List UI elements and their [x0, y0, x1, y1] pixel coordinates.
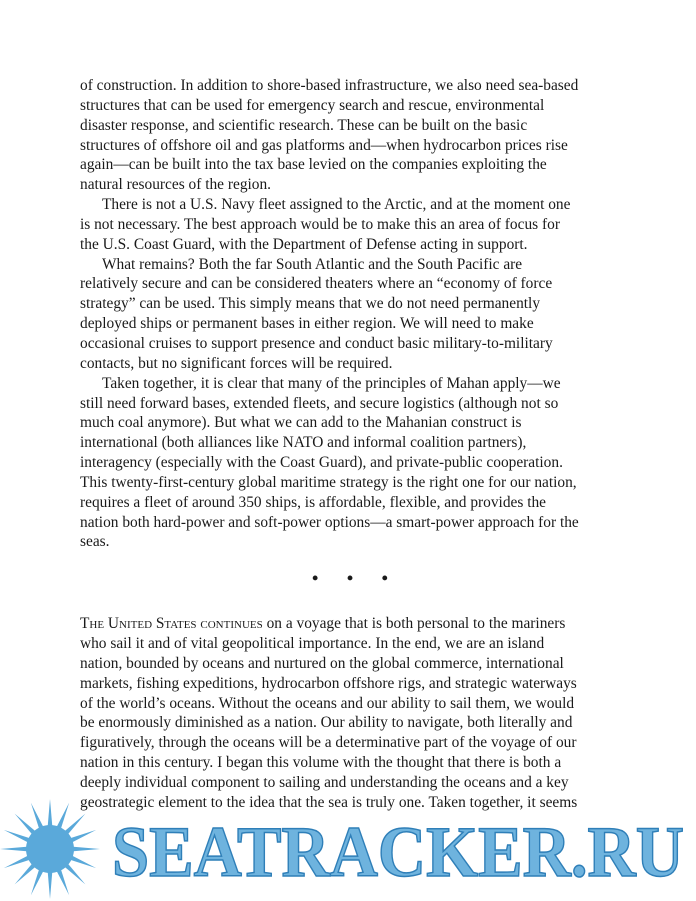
sun-ray — [4, 855, 31, 868]
watermark — [0, 793, 696, 901]
text-line: deployed ships or permanent bases in either region. We will need to make — [80, 315, 534, 333]
text-line: There is not a U.S. Navy fleet assigned to the Arctic, and at the moment one — [102, 196, 571, 214]
text-line: structures of offshore oil and gas platforms and—when hydrocarbon prices rise — [80, 136, 568, 154]
book-page-body — [80, 76, 620, 813]
sun-ray — [69, 855, 96, 868]
text-line: relatively secure and can be considered theaters where an “economy of force — [80, 275, 553, 293]
paragraph-3 — [80, 255, 620, 374]
text-line: strategy” can be used. This simply means that we do not need permanently — [80, 295, 541, 313]
text-line: of the world’s oceans. Without the oceans and our ability to sail them, we would — [80, 694, 575, 712]
paragraph-1 — [80, 76, 620, 195]
text-line: the U.S. Coast Guard, with the Department of Defense acting in support. — [80, 235, 528, 253]
sun-ray — [31, 868, 44, 895]
text-line: seas. — [80, 533, 110, 551]
sun-ray — [4, 830, 31, 843]
sun-ray — [64, 863, 86, 885]
text-line: occasional cruises to support presence and conduct basic military-to-military — [80, 334, 553, 352]
paragraph-2 — [80, 195, 620, 255]
lead-in-smallcaps: The United States continues — [80, 615, 263, 633]
text-line: natural resources of the region. — [80, 176, 272, 194]
text-line: nation, bounded by oceans and nurtured on the global commerce, international — [80, 654, 564, 672]
sun-ray — [56, 868, 69, 895]
sun-ray — [15, 863, 37, 885]
text-line: nation in this century. I began this volume with the thought that there is both a — [80, 754, 562, 772]
text-line: still need forward bases, extended fleets, and secure logistics (although not so — [80, 394, 559, 412]
text-line: structures that can be used for emergency search and rescue, environmental — [80, 96, 545, 114]
text-line: international (both alliances like NATO and informal coalition partners), — [80, 434, 527, 452]
sun-ray — [48, 799, 53, 827]
text-line: disaster response, and scientific research. These can be built on the basic — [80, 116, 528, 134]
text-line: figuratively, through the oceans will be a determinative part of the voyage of our — [80, 734, 577, 752]
sun-ray — [31, 803, 44, 830]
text-line: much coal anymore). But what we can add to the Mahanian construct is — [80, 414, 522, 432]
text-line: again—can be built into the tax base levied on the companies exploiting the — [80, 156, 547, 174]
sun-burst-icon — [0, 799, 100, 899]
sun-ray — [56, 803, 69, 830]
sun-ray — [15, 814, 37, 836]
text-line: be enormously diminished as a nation. Our ability to navigate, both literally and — [80, 714, 573, 732]
sun-ray — [69, 830, 96, 843]
sun-ray — [64, 814, 86, 836]
text-line: markets, fishing expeditions, hydrocarbon offshore rigs, and strategic waterways — [80, 674, 577, 692]
sun-ray — [72, 847, 100, 852]
text-line: who sail it and of vital geopolitical importance. In the end, we are an island — [80, 635, 545, 653]
text-line: What remains? Both the far South Atlantic and the South Pacific are — [102, 255, 523, 273]
final-paragraph — [80, 614, 620, 812]
text-line: of construction. In addition to shore-based infrastructure, we also need sea-based — [80, 77, 579, 94]
text-line: is not necessary. The best approach would be to make this an area of focus for — [80, 215, 560, 233]
text-line: This twenty-first-century global maritime strategy is the right one for our nation, — [80, 473, 577, 491]
text-line: Taken together, it is clear that many of the principles of Mahan apply—we — [102, 374, 561, 392]
text-line: contacts, but no significant forces will be required. — [80, 354, 393, 372]
text-line: nation both hard-power and soft-power options—a smart-power approach for the — [80, 513, 579, 531]
section-break-dots: • • • — [312, 568, 400, 589]
watermark-text: SEATRACKER.RU — [112, 812, 684, 892]
text-line: deeply individual component to sailing and understanding the oceans and a key — [80, 774, 569, 791]
text-line: on a voyage that is both personal to the mariners — [262, 615, 566, 633]
sun-ray — [48, 871, 53, 899]
text-line: requires a fleet of around 350 ships, is affordable, flexible, and provides the — [80, 493, 546, 511]
paragraph-4 — [80, 374, 620, 553]
text-line: geostrategic element to the idea that the sea is truly one. Taken together, it seems — [80, 793, 578, 811]
text-line: interagency (especially with the Coast Guard), and private-public cooperation. — [80, 454, 563, 472]
sun-core — [26, 825, 74, 873]
sun-ray — [0, 847, 28, 852]
